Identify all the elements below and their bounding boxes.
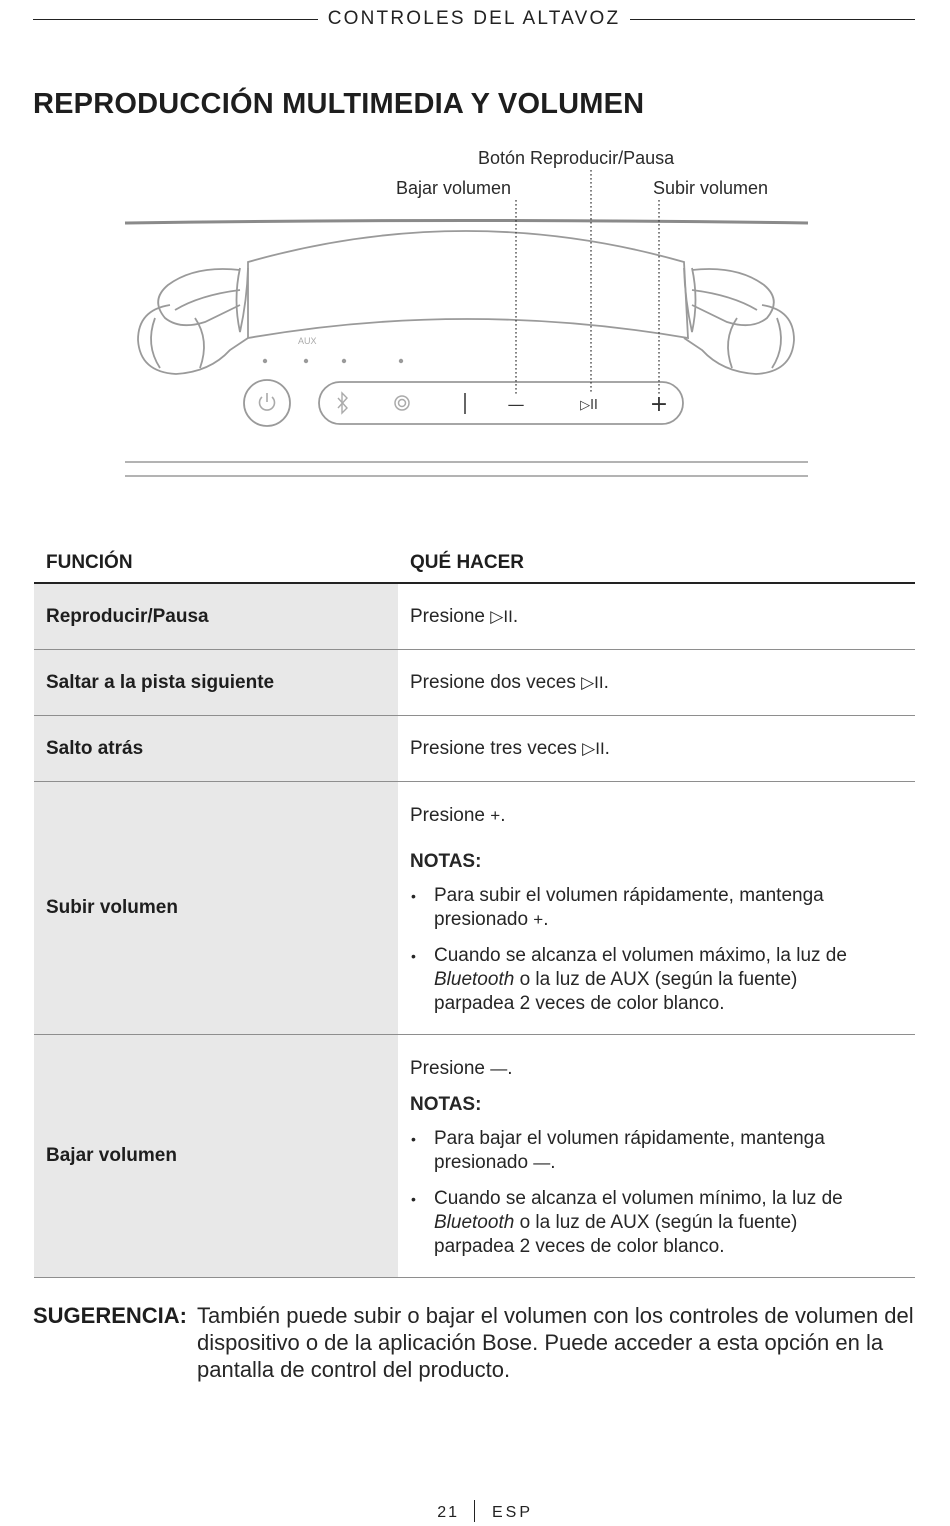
speaker-diagram: [0, 0, 950, 500]
page-title: REPRODUCCIÓN MULTIMEDIA Y VOLUMEN: [33, 88, 645, 120]
strap-right: [684, 269, 794, 374]
function-cell: Saltar a la pista siguiente: [34, 650, 398, 716]
function-table: [34, 545, 915, 1278]
action-cell: [398, 716, 915, 782]
notes-list: [410, 884, 903, 1016]
play-pause-button: ▷II: [580, 398, 598, 413]
header-function: FUNCIÓN: [34, 545, 398, 583]
note-text-end: o la luz de AUX (según la fuente) parpadea 2 veces de color blanco.: [434, 1212, 798, 1257]
tip-block: [33, 1302, 923, 1383]
play-pause-icon: ▷II: [582, 738, 605, 758]
power-button: [244, 380, 290, 426]
note-text: Cuando se alcanza el volumen mínimo, la luz de: [434, 1188, 843, 1209]
language-code: ESP: [492, 1504, 534, 1521]
action-punct: .: [604, 737, 610, 759]
function-cell: Subir volumen: [34, 782, 398, 1035]
volume-down-button: —: [507, 395, 525, 415]
action-punct: .: [512, 605, 519, 627]
action-text: Presione: [410, 605, 491, 627]
plus-icon: +: [533, 910, 544, 929]
note-item: [410, 884, 862, 932]
action-cell: [398, 650, 915, 716]
speaker-handle-body: [248, 231, 688, 338]
action-punct: .: [500, 805, 506, 826]
note-text: Para subir el volumen rápidamente, mantenga presionado: [434, 885, 824, 930]
action-text: Presione: [410, 805, 491, 826]
action-punct: .: [603, 671, 609, 693]
strap-left: [138, 269, 248, 374]
table-row: [34, 1035, 915, 1278]
play-pause-icon: ▷II: [490, 606, 513, 626]
control-bar: [319, 382, 683, 424]
handle-end-right: [684, 268, 696, 332]
callout-volume-down: Bajar volumen: [396, 178, 512, 198]
note-text: Para bajar el volumen rápidamente, mantenga presionado: [434, 1128, 825, 1173]
action-cell: [398, 583, 915, 650]
table-header-row: [34, 545, 915, 583]
action-text: Presione tres veces: [410, 737, 583, 759]
volume-up-button: +: [649, 392, 669, 417]
page-number: 21: [437, 1504, 459, 1521]
table-row: [34, 782, 915, 1035]
action-text: Presione: [410, 1058, 491, 1079]
note-item: [410, 1187, 862, 1259]
action-text: Presione dos veces: [410, 671, 582, 693]
aux-source-icon: [395, 396, 409, 410]
notes-list: [410, 1127, 903, 1259]
tip-label: SUGERENCIA:: [33, 1303, 188, 1328]
action-cell: [398, 1035, 915, 1278]
table-row: [34, 716, 915, 782]
speaker-bottom-lines: [125, 462, 808, 476]
note-text: Cuando se alcanza el volumen máximo, la luz de: [434, 945, 847, 966]
note-item: [410, 1127, 862, 1175]
minus-icon: —: [533, 1153, 551, 1172]
section-title: CONTROLES DEL ALTAVOZ: [327, 8, 621, 29]
handle-end-left: [237, 268, 249, 332]
note-punct: .: [550, 1152, 556, 1173]
play-pause-icon: ▷II: [581, 672, 604, 692]
bluetooth-icon: [338, 393, 347, 413]
page-footer: [0, 1500, 950, 1526]
table-row: [34, 583, 915, 650]
indicator-lights: [263, 359, 403, 363]
aux-label: AUX: [298, 336, 317, 346]
tip-text: También puede subir o bajar el volumen con los controles de volumen del dispositivo o de la aplicación Bose. Puede acceder a esta opción en la pantalla de control del producto.: [197, 1303, 914, 1382]
callout-leader-lines: [516, 170, 659, 394]
note-emphasis: Bluetooth: [434, 969, 515, 990]
footer-separator: [474, 1500, 475, 1522]
action-line: [410, 804, 903, 828]
notes-label: NOTAS:: [410, 1094, 482, 1115]
action-line: [410, 1057, 903, 1081]
header-action: QUÉ HACER: [398, 545, 915, 583]
note-emphasis: Bluetooth: [434, 1212, 515, 1233]
action-punct: .: [507, 1058, 513, 1079]
callout-volume-up: Subir volumen: [653, 178, 769, 198]
function-cell: Bajar volumen: [34, 1035, 398, 1278]
function-cell: Reproducir/Pausa: [34, 583, 398, 650]
plus-icon: +: [490, 806, 501, 825]
note-punct: .: [543, 909, 549, 930]
note-item: [410, 944, 862, 1016]
note-text-end: o la luz de AUX (según la fuente) parpadea 2 veces de color blanco.: [434, 969, 798, 1014]
callout-play-pause: Botón Reproducir/Pausa: [478, 148, 675, 168]
minus-icon: —: [490, 1059, 508, 1078]
table-row: [34, 650, 915, 716]
power-icon: [260, 393, 275, 410]
notes-label: NOTAS:: [410, 851, 482, 872]
speaker-top-edge: [125, 221, 808, 224]
function-cell: Salto atrás: [34, 716, 398, 782]
action-cell: [398, 782, 915, 1035]
